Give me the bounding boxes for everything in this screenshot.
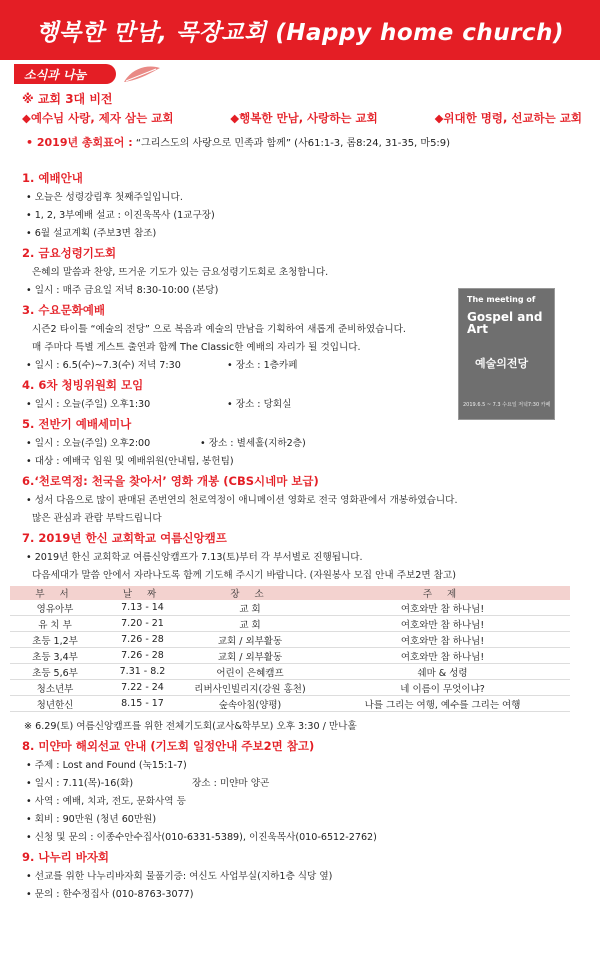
column-header: 주 제	[315, 586, 570, 600]
section-line: 많은 관심과 관람 부탁드립니다	[32, 513, 162, 524]
table-cell: 초등 3,4부	[10, 648, 100, 664]
section-line: • 대상 : 예배국 임원 및 예배위원(안내팀, 봉헌팀)	[26, 456, 234, 467]
section-title: 3. 수요문화예배	[22, 303, 106, 317]
camp-schedule-table	[10, 586, 570, 712]
section-line: • 일시 : 7.11(목)-16(화)	[26, 778, 134, 789]
section-line: • 장소 : 별세홀(지하2층)	[200, 438, 306, 449]
table-row	[10, 616, 570, 632]
table-cell: 청년한신	[10, 696, 100, 712]
poster-label: 예술의전당	[475, 357, 529, 370]
section-title: 5. 전반기 예배세미나	[22, 417, 132, 431]
table-cell: 7.26 - 28	[100, 632, 185, 648]
table-cell: 리버사인빌리지(강원 홍천)	[185, 680, 315, 696]
table-cell: 여호와만 참 하나님!	[315, 648, 570, 664]
tag-label: 소식과 나눔	[24, 68, 87, 82]
table-cell: 청소년부	[10, 680, 100, 696]
column-header: 부 서	[10, 586, 100, 600]
section-line: • 일시 : 매주 금요일 저녁 8:30-10:00 (본당)	[26, 285, 219, 296]
section-line: • 사역 : 예배, 치과, 전도, 문화사역 등	[26, 796, 186, 807]
table-cell: 어린이 은혜캠프	[185, 664, 315, 680]
section-line: • 성서 다음으로 많이 판매된 존번연의 천로역정이 애니메이션 영화로 전국 영화관에서 개봉하였습니다.	[26, 495, 458, 506]
table-cell: 초등 5,6부	[10, 664, 100, 680]
section-title: 1. 예배안내	[22, 171, 83, 185]
leaf-icon	[122, 64, 162, 86]
vision-title: ※ 교회 3대 비전	[22, 92, 113, 106]
column-header: 장 소	[185, 586, 315, 600]
section-line: • 2019년 한신 교회학교 여름신앙캠프가 7.13(토)부터 각 부서별로 진행됩니다.	[26, 552, 363, 563]
camp-prayer-note: ※ 6.29(토) 여름신앙캠프를 위한 전체기도회(교사&학부모) 오후 3:30 / 만나홀	[24, 721, 357, 732]
section-line: • 주제 : Lost and Found (눅15:1-7)	[26, 760, 187, 771]
annual-motto	[26, 134, 450, 150]
vision-item: ◆예수님 사랑, 제자 삼는 교회	[22, 111, 174, 125]
section-line: • 6월 설교계획 (주보3면 참조)	[26, 228, 157, 239]
table-cell: 쉐마 & 성령	[315, 664, 570, 680]
table-cell: 8.15 - 17	[100, 696, 185, 712]
table-cell: 7.26 - 28	[100, 648, 185, 664]
table-cell: 숲속아침(양평)	[185, 696, 315, 712]
section-title: 2. 금요성령기도회	[22, 246, 117, 260]
section-line: • 장소 : 1층카페	[227, 360, 298, 371]
table-row	[10, 648, 570, 664]
table-row	[10, 664, 570, 680]
table-cell: 교 회	[185, 616, 315, 632]
section-tag	[14, 64, 164, 86]
table-cell: 7.20 - 21	[100, 616, 185, 632]
table-cell: 교회 / 외부활동	[185, 648, 315, 664]
section-title: 4. 6차 청빙위원회 모임	[22, 378, 144, 392]
table-cell: 7.31 - 8.2	[100, 664, 185, 680]
column-header: 날 짜	[100, 586, 185, 600]
section-line: • 장소 : 당회실	[227, 399, 292, 410]
table-cell: 교 회	[185, 600, 315, 616]
section-line: 다음세대가 말씀 안에서 자라나도록 함께 기도해 주시기 바랍니다. (자원봉사 모집 안내 주보2면 참고)	[32, 570, 456, 581]
event-poster	[458, 288, 555, 420]
table-cell: 여호와만 참 하나님!	[315, 600, 570, 616]
table-cell: 나를 그리는 여행, 예수를 그리는 여행	[315, 696, 570, 712]
section-line: • 문의 : 한수정집사 (010-8763-3077)	[26, 889, 194, 900]
section-line: • 일시 : 오늘(주일) 오후1:30	[26, 399, 151, 410]
table-cell: 영유아부	[10, 600, 100, 616]
table-header-row	[10, 586, 570, 600]
section-line: • 일시 : 6.5(수)~7.3(수) 저녁 7:30	[26, 360, 181, 371]
table-cell: 초등 1,2부	[10, 632, 100, 648]
section-line: 장소 : 미얀마 양곤	[192, 778, 270, 789]
section-title: 9. 나누리 바자회	[22, 850, 110, 864]
table-cell: 7.13 - 14	[100, 600, 185, 616]
poster-date: 2019.6.5 ~ 7.3 수요일 저녁7:30 카페	[463, 402, 551, 408]
poster-subtitle: The meeting of	[467, 295, 536, 304]
section-line: 은혜의 말씀과 찬양, 뜨거운 기도가 있는 금요성령기도회로 초청합니다.	[32, 267, 329, 278]
page-title: 행복한 만남, 목장교회 (Happy home church)	[36, 19, 564, 46]
section-line: • 오늘은 성령강림후 첫째주일입니다.	[26, 192, 183, 203]
table-cell: 여호와만 참 하나님!	[315, 632, 570, 648]
section-title: 6.‘천로역정: 천국을 찾아서’ 영화 개봉 (CBS시네마 보급)	[22, 474, 319, 488]
section-line: • 1, 2, 3부예배 설교 : 이진욱목사 (1교구장)	[26, 210, 215, 221]
table-cell: 유 치 부	[10, 616, 100, 632]
page-header	[0, 0, 600, 60]
section-line: • 회비 : 90만원 (청년 60만원)	[26, 814, 157, 825]
table-row	[10, 600, 570, 616]
table-row	[10, 632, 570, 648]
vision-item: ◆행복한 만남, 사랑하는 교회	[230, 111, 378, 125]
table-cell: 7.22 - 24	[100, 680, 185, 696]
table-cell: 여호와만 참 하나님!	[315, 616, 570, 632]
section-line: 매 주마다 특별 게스트 출연과 함께 The Classic한 예배의 자리가 될 것입니다.	[32, 342, 361, 353]
section-title: 8. 미얀마 해외선교 안내 (기도회 일정안내 주보2면 참고)	[22, 739, 315, 753]
motto-text: “그리스도의 사랑으로 민족과 함께” (사61:1-3, 롬8:24, 31-35, 마5:9)	[135, 138, 451, 149]
poster-title: Gospel and Art	[467, 310, 543, 336]
section-title: 7. 2019년 한신 교회학교 여름신앙캠프	[22, 531, 227, 545]
section-line: • 신청 및 문의 : 이종수안수집사(010-6331-5389), 이진욱목사(010-6512-2762)	[26, 832, 377, 843]
table-cell: 네 이름이 무엇이냐?	[315, 680, 570, 696]
section-line: • 일시 : 오늘(주일) 오후2:00	[26, 438, 151, 449]
table-row	[10, 696, 570, 712]
table-cell: 교회 / 외부활동	[185, 632, 315, 648]
motto-label: • 2019년 총회표어 :	[26, 136, 133, 149]
vision-list	[22, 110, 582, 126]
vision-item: ◆위대한 명령, 선교하는 교회	[434, 111, 582, 125]
section-line: 시즌2 타이틀 “예술의 전당” 으로 복음과 예술의 만남을 기획하여 새롭게 준비하였습니다.	[32, 324, 406, 335]
section-line: • 선교를 위한 나누리바자회 물품기증: 여신도 사업부실(지하1층 식당 옆)	[26, 871, 333, 882]
table-row	[10, 680, 570, 696]
